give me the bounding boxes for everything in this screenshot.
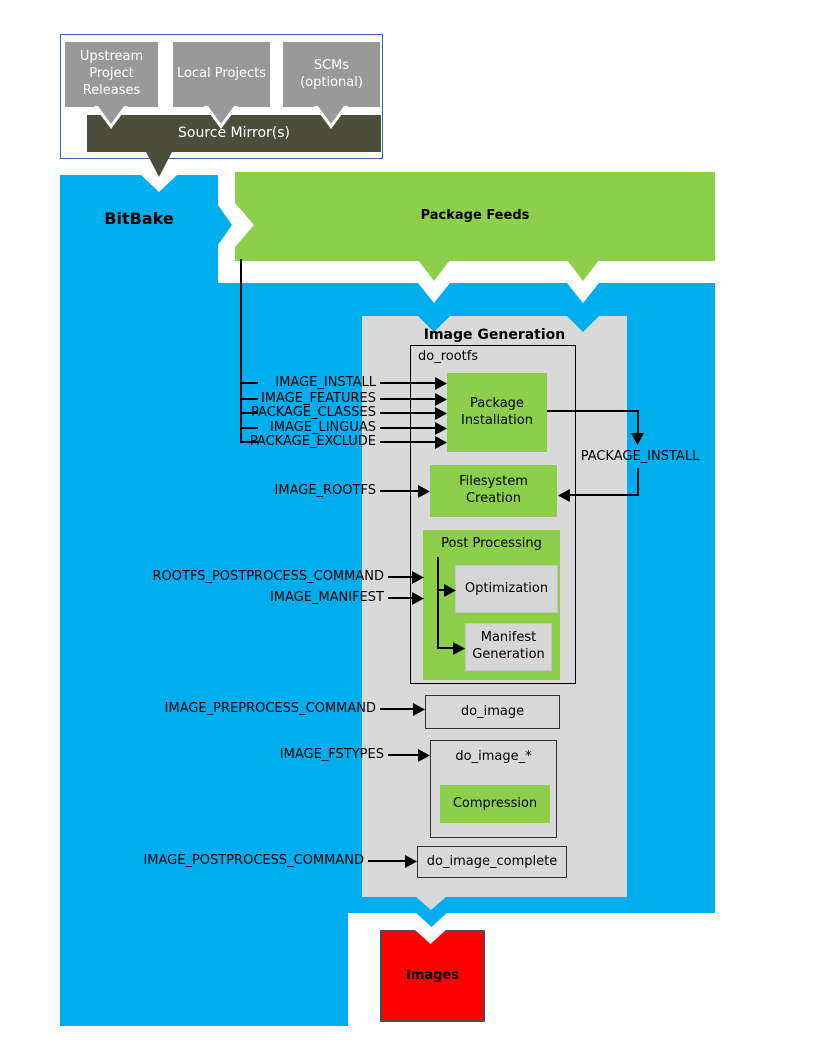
var-package-classes: PACKAGE_CLASSES [251,405,376,420]
var-image-features: IMAGE_FEATURES [260,391,376,406]
var-image-fstypes: IMAGE_FSTYPES [279,747,384,762]
var-image-install: IMAGE_INSTALL [275,375,376,390]
do-image-complete-box: do_image_complete [417,846,567,878]
var-rootfs-postprocess-command: ROOTFS_POSTPROCESS_COMMAND [152,569,384,584]
source-mirror-label: Source Mirror(s) [178,125,290,142]
arrow-line [380,441,436,443]
optimization-box: Optimization [455,565,558,613]
images-label: Images [405,967,459,983]
package-install-hline2 [568,494,639,496]
var-package-exclude: PACKAGE_EXCLUDE [249,434,376,449]
manifest-generation-box: Manifest Generation [465,623,552,671]
package-feeds-label: Package Feeds [420,208,530,224]
arrow-line [380,382,436,384]
local-projects-box: Local Projects [173,42,270,107]
do-image-star-label: do_image_* [455,749,532,764]
image-rootfs-arrow-line [380,490,419,492]
images-blue-tab [415,912,448,927]
upstream-project-releases-box: Upstream Project Releases [65,42,158,107]
package-install-vline [637,410,639,433]
source-mirror-tab [145,150,173,177]
compression-box: Compression [440,785,550,823]
arrow-line [380,427,436,429]
manifest-arrow-line [437,647,455,649]
arrow-line [380,398,436,400]
image-postprocess-arrow-line [368,860,406,862]
var-image-preprocess-command: IMAGE_PREPROCESS_COMMAND [164,701,376,716]
bitbake-label: BitBake [104,209,174,228]
var-image-linguas: IMAGE_LINGUAS [269,420,376,435]
bitbake-lower-region [60,913,348,1026]
var-image-postprocess-command: IMAGE_POSTPROCESS_COMMAND [143,853,364,868]
var-package-install: PACKAGE_INSTALL [580,449,700,464]
arrow-line [380,412,436,414]
image-generation-title: Image Generation [423,327,566,343]
post-processing-branch-line [437,557,439,649]
var-image-rootfs: IMAGE_ROOTFS [274,483,376,498]
do-image-box: do_image [425,695,560,729]
package-feeds-tab-left [418,260,450,281]
image-fstypes-arrow-line [388,754,419,756]
filesystem-creation-box: Filesystem Creation [430,465,557,517]
image-preprocess-arrow-line [380,708,414,710]
post-processing-title: Post Processing [441,536,542,551]
do-rootfs-label: do_rootfs [418,349,479,364]
image-manifest-arrow-line [388,597,413,599]
package-feeds-tab-right [567,260,599,281]
var-image-manifest: IMAGE_MANIFEST [269,590,384,605]
package-install-hline [547,410,639,412]
bitbake-region [60,175,218,285]
bitbake-arrow-tip [218,205,232,245]
rootfs-postprocess-arrow-line [388,576,413,578]
package-installation-box: Package Installation [447,373,547,452]
package-install-vline2 [637,468,639,496]
scms-box: SCMs (optional) [283,42,380,107]
